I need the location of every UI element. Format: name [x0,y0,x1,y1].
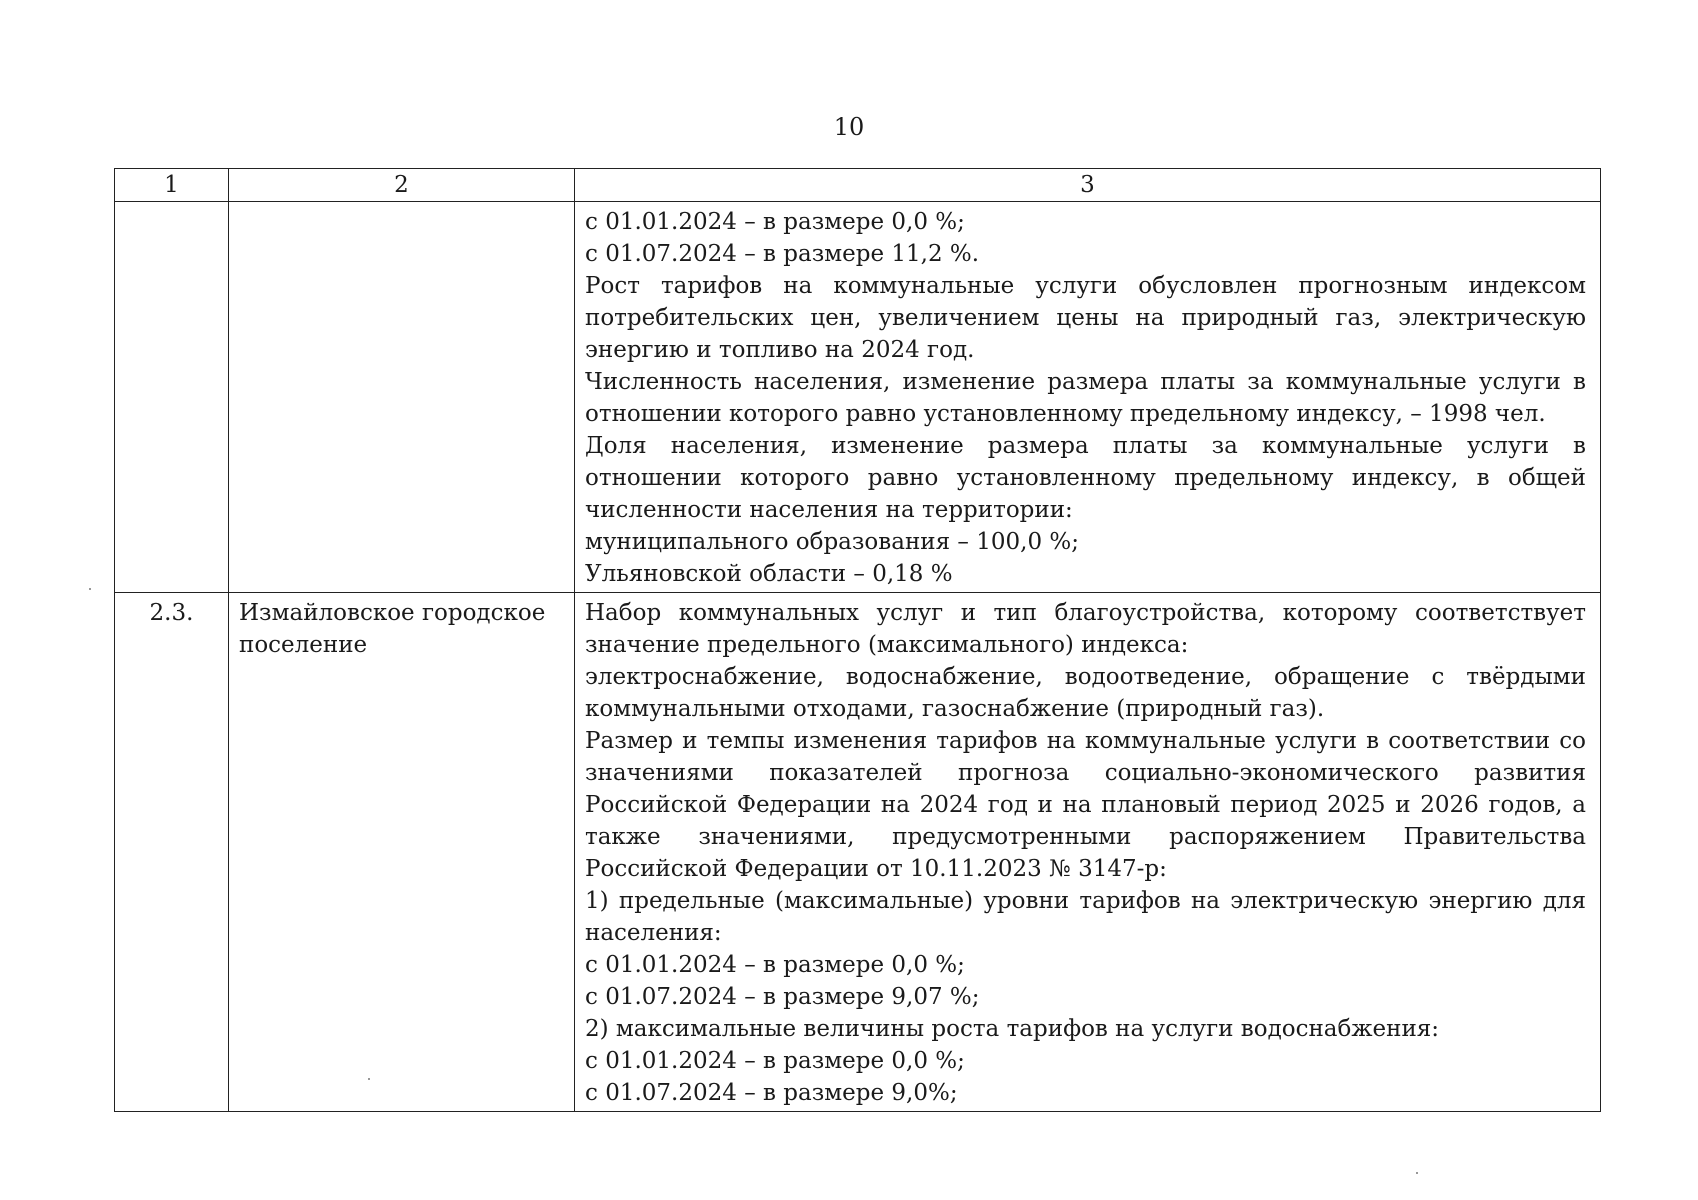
text-line: с 01.01.2024 – в размере 0,0 %; [585,209,965,235]
text-paragraph: электроснабжение, водоснабжение, водоотведение, обращение с твёрдыми коммунальными отходами, газоснабжение (природный газ). [585,664,1586,722]
text-line: муниципального образования – 100,0 %; [585,529,1079,555]
text-line: с 01.07.2024 – в размере 11,2 %. [585,241,980,267]
text-line: с 01.01.2024 – в размере 0,0 %; [585,952,965,978]
row-description [575,593,1601,1112]
text-paragraph: 1) предельные (максимальные) уровни тарифов на электрическую энергию для населения: [585,888,1586,946]
text-paragraph: Рост тарифов на коммунальные услуги обусловлен прогнозным индексом потребительских цен, увеличением цены на природный газ, электрическую энергию и топливо на 2024 год. [585,273,1586,363]
table-row [115,593,1601,1112]
text-line: Ульяновской области – 0,18 % [585,561,953,587]
table-row [115,202,1601,593]
text-line: с 01.01.2024 – в размере 0,0 %; [585,1048,965,1074]
scan-speck [89,588,91,590]
scan-speck [1416,1172,1418,1174]
scan-speck [368,1078,370,1080]
row-number [115,202,229,593]
page-number: 10 [833,113,865,141]
row-number: 2.3. [115,593,229,1112]
text-paragraph: Численность населения, изменение размера платы за коммунальные услуги в отношении которого равно установленному предельному индексу, – 1998 чел. [585,369,1586,427]
header-col-3: 3 [575,169,1601,202]
text-paragraph: Размер и темпы изменения тарифов на коммунальные услуги в соответствии со значениями показателей прогноза социально-экономического развития Российской Федерации на 2024 год и на плановый период 2025 и 2026 годов, а также значениями, предусмотренными распоряжением Правительства Российской Федерации от 10.11.2023 № 3147-р: [585,728,1586,882]
text-paragraph: Набор коммунальных услуг и тип благоустройства, которому соответствует значение предельного (максимального) индекса: [585,600,1586,658]
row-name [229,202,575,593]
text-line: с 01.07.2024 – в размере 9,07 %; [585,984,980,1010]
row-name: Измайловское городское поселение [229,593,575,1112]
text-line: с 01.07.2024 – в размере 9,0%; [585,1080,958,1106]
table-header-row [115,169,1601,202]
tariff-table [114,168,1601,1112]
text-line: 2) максимальные величины роста тарифов на услуги водоснабжения: [585,1016,1440,1042]
header-col-2: 2 [229,169,575,202]
header-col-1: 1 [115,169,229,202]
row-description [575,202,1601,593]
text-paragraph: Доля населения, изменение размера платы за коммунальные услуги в отношении которого равно установленному предельному индексу, в общей численности населения на территории: [585,433,1586,523]
